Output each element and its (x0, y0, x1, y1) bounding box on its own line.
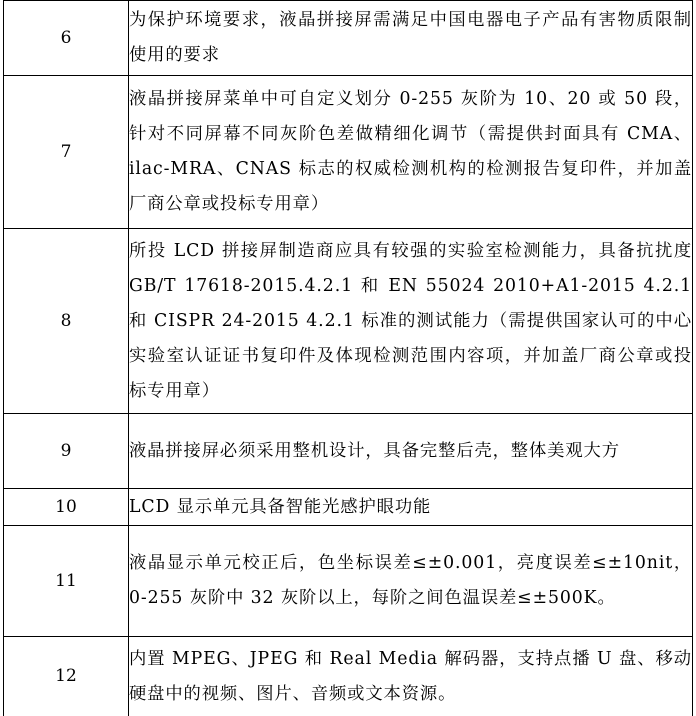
row-requirement: 液晶拼接屏必须采用整机设计，具备完整后壳，整体美观大方 (129, 414, 693, 489)
row-requirement: 为保护环境要求，液晶拼接屏需满足中国电器电子产品有害物质限制使用的要求 (129, 1, 693, 76)
row-requirement: LCD 显示单元具备智能光感护眼功能 (129, 489, 693, 526)
row-number: 9 (4, 414, 129, 489)
row-requirement: 液晶显示单元校正后，色坐标误差≤±0.001，亮度误差≤±10nit，0-255 灰阶中 32 灰阶以上，每阶之间色温误差≤±500K。 (129, 526, 693, 637)
row-number: 6 (4, 1, 129, 76)
table-row (4, 1, 693, 76)
row-number: 12 (4, 637, 129, 716)
row-number: 7 (4, 76, 129, 229)
row-requirement: 所投 LCD 拼接屏制造商应具有较强的实验室检测能力，具备抗扰度 GB/T 17618-2015.4.2.1 和 EN 55024 2010+A1-2015 4.2.1 和 CISPR 24-2015 4.2.1 标准的测试能力（需提供国家认可的中心实验室认证证书复印件及体现检测范围内容项，并加盖厂商公章或投标专用章） (129, 229, 693, 414)
table-row (4, 489, 693, 526)
table-row (4, 414, 693, 489)
row-number: 10 (4, 489, 129, 526)
spec-table (3, 0, 693, 716)
row-requirement: 内置 MPEG、JPEG 和 Real Media 解码器，支持点播 U 盘、移动硬盘中的视频、图片、音频或文本资源。 (129, 637, 693, 716)
table-row (4, 637, 693, 716)
row-requirement: 液晶拼接屏菜单中可自定义划分 0-255 灰阶为 10、20 或 50 段，针对不同屏幕不同灰阶色差做精细化调节（需提供封面具有 CMA、ilac-MRA、CNAS 标志的权威检测机构的检测报告复印件，并加盖厂商公章或投标专用章） (129, 76, 693, 229)
row-number: 8 (4, 229, 129, 414)
row-number: 11 (4, 526, 129, 637)
table-row (4, 526, 693, 637)
table-row (4, 76, 693, 229)
table-row (4, 229, 693, 414)
